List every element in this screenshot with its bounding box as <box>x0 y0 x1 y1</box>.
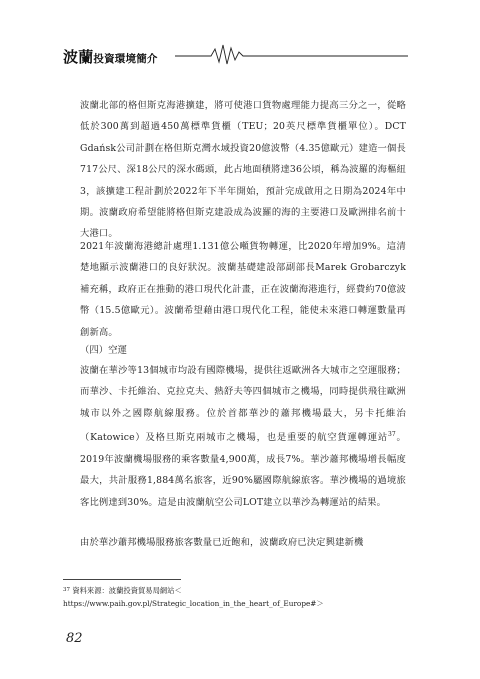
header-title <box>63 46 158 67</box>
footnote-divider <box>63 579 181 580</box>
header-title-subtitle: 投資環境簡介 <box>93 53 158 65</box>
paragraph-gdansk-port: 波蘭北部的格但斯克海港擴建，將可使港口貨物處理能力提高三分之一，從略低於300萬到超過450萬標準貨櫃（TEU；20英尺標準貨櫃單位）。DCT Gdańsk公司計劃在格但斯克灣水域投資20億波幣（4.35億歐元）建造一個長717公尺、深18公尺的深水碼頭，此占地面積將達36公頃，稱為波羅的海樞紐 3，該擴建工程計劃於2022年下半年開始，預計完成啟用之日期為2024年中期。波蘭政府希望能將格但斯克建設成為波羅的海的主要港口及歐洲排名前十大港口。 <box>80 100 406 240</box>
paragraph-seaport-cargo: 2021年波蘭海港總計處理1.131億公噸貨物轉運，比2020年增加9%。這清楚地顯示波蘭港口的良好狀況。波蘭基礎建設部副部長Marek Grobarczyk補充稱，政府正在推動的港口現代化計畫，正在波蘭海港進行，經費約70億波幣（15.5億歐元）。波蘭希望藉由港口現代化工程，能使未來港口轉運數量再創新高。 <box>80 241 406 338</box>
paragraph-airports-part1: 波蘭在華沙等13個城市均設有國際機場，提供往返歐洲各大城市之空運服務；而華沙、卡托維治、克拉克夫、熱舒夫等四個城市之機場，同時提供飛往歐洲城市以外之國際航線服務。位於首都華沙的蕭邦機場最大，另卡托維治（Katowice）及格旦斯克兩城市之機場，也是重要的航空貨運轉運站 <box>80 365 406 444</box>
paragraph-airports-part2: 。2019年波蘭機場服務的乘客數量4,900萬，成長7%。華沙蕭邦機場增長幅度最大，共計服務1,884萬名旅客，近90%屬國際航線旅客。華沙機場的過境旅客比例達到30%。這是由波蘭航空公司LOT建立以華沙為轉運站的結果。 <box>80 432 407 508</box>
footnote <box>63 584 423 610</box>
footnote-source-url: https://www.paih.gov.pl/Strategic_location_in_the_heart_of_Europe#＞ <box>63 598 324 608</box>
section-heading-air-transport: （四）空運 <box>80 345 127 356</box>
paragraph-airports <box>80 360 406 513</box>
footnote-reference: 37 <box>387 431 396 439</box>
footnote-source-label: 資料來源：波蘭投資貿易局網站＜ <box>72 586 182 595</box>
running-header <box>63 40 408 66</box>
footnote-number: 37 <box>63 587 70 593</box>
paragraph-new-airport: 由於華沙蕭邦機場服務旅客數量已近飽和，波蘭政府已決定興建新機 <box>80 537 364 548</box>
page-number: 82 <box>66 631 83 646</box>
header-title-country: 波蘭 <box>63 48 94 66</box>
